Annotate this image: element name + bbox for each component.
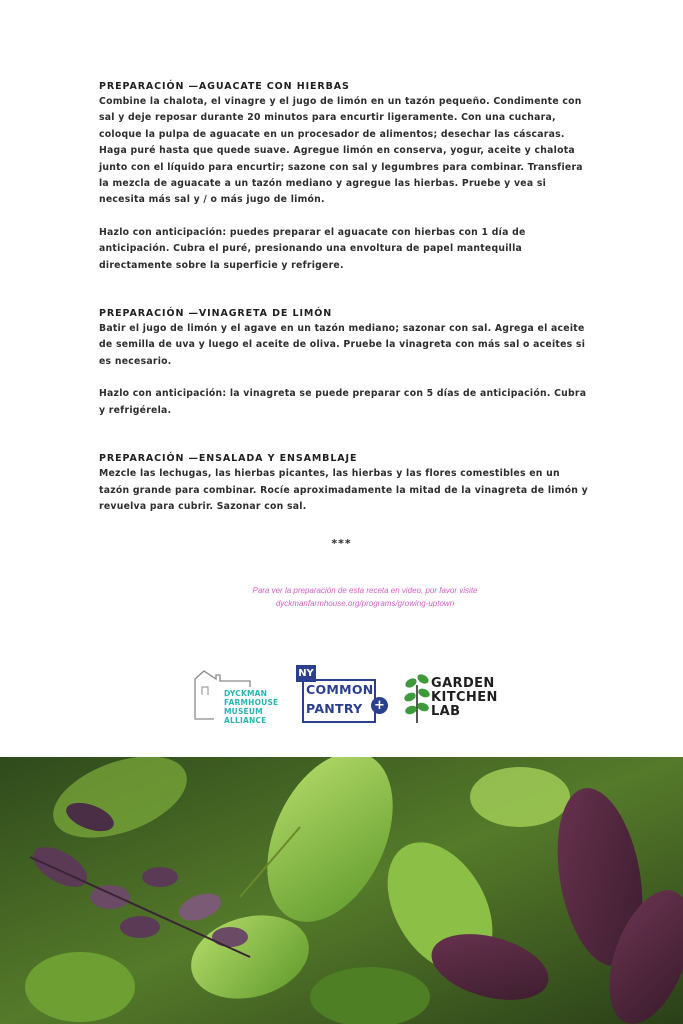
dyckman-name: DYCKMAN: [224, 689, 268, 698]
separator-stars: ***: [331, 537, 352, 550]
garden-word: GARDEN: [431, 676, 495, 691]
garden-logo: [403, 665, 498, 727]
section-heading-salad: PREPARACIÓN —ENSALADA Y ENSAMBLAJE: [99, 453, 358, 465]
section-paragraph: Hazlo con anticipación: puedes preparar el aguacate con hierbas con 1 día de anticipación. Cubra el puré, presionando una envoltura de papel mantequilla directamente sobre la superficie y refrigere.: [99, 226, 526, 271]
section-heading-vinaigrette: PREPARACIÓN —VINAGRETA DE LIMÓN: [99, 308, 333, 320]
section-paragraph: Batir el jugo de limón y el agave en un tazón mediano; sazonar con sal. Agrega el aceite de semilla de uva y luego el aceite de oliva. Pruebe la vinagreta con más sal o aceites si es necesario.: [99, 323, 586, 367]
leaf-icon: [403, 669, 431, 725]
video-link[interactable]: dyckmanfarmhouse.org/programs/growing-uptown: [275, 599, 455, 608]
section-heading-avocado: PREPARACIÓN —AGUACATE CON HIERBAS: [99, 81, 350, 92]
pantry-pantry: PANTRY: [306, 701, 363, 716]
pantry-ny: NY: [296, 665, 316, 682]
dyckman-farmhouse: FARMHOUSE: [224, 698, 279, 707]
pantry-common: COMMON: [306, 682, 374, 697]
dyckman-museum: MUSEUM: [224, 707, 263, 716]
sponsor-logos: [0, 665, 683, 730]
basil-photo: [0, 757, 683, 1024]
basil-image: [0, 757, 683, 1024]
lab-word: LAB: [431, 704, 461, 719]
video-note-text: Para ver la preparación de esta receta en video, por favor visite: [252, 586, 478, 595]
dyckman-logo: [192, 665, 284, 727]
section-paragraph: Hazlo con anticipación: la vinagreta se puede preparar con 5 días de anticipación. Cubra y refrigérela.: [99, 388, 587, 416]
section-paragraph: Mezcle las lechugas, las hierbas picantes, las hierbas y las flores comestibles en un tazón grande para combinar. Rocíe aproximadamente la mitad de la vinagreta de limón y revuelva para cubrir. Sazonar con sal.: [99, 468, 588, 512]
plus-icon: +: [371, 697, 388, 714]
dyckman-alliance: ALLIANCE: [224, 716, 267, 725]
section-paragraph: Combine la chalota, el vinagre y el jugo de limón en un tazón pequeño. Condimente con sal y deje reposar durante 20 minutos para encurtir ligeramente. Con una cuchara, coloque la pulpa de aguacate en un procesador de alimentos; desechar las cáscaras. Haga puré hasta que quede suave. Agregue limón en conserva, yogur, aceite y chalota junto con el líquido para encurtir; sazone con sal y legumbres para combinar. Transfiera la mezcla de aguacate a un tazón mediano y agregue las hierbas. Pruebe y vea si necesita más sal y / o más jugo de limón.: [99, 96, 583, 206]
kitchen-word: KITCHEN: [431, 690, 498, 705]
video-note[interactable]: [200, 584, 530, 610]
recipe-content: [99, 79, 589, 515]
pantry-logo: [296, 665, 390, 727]
